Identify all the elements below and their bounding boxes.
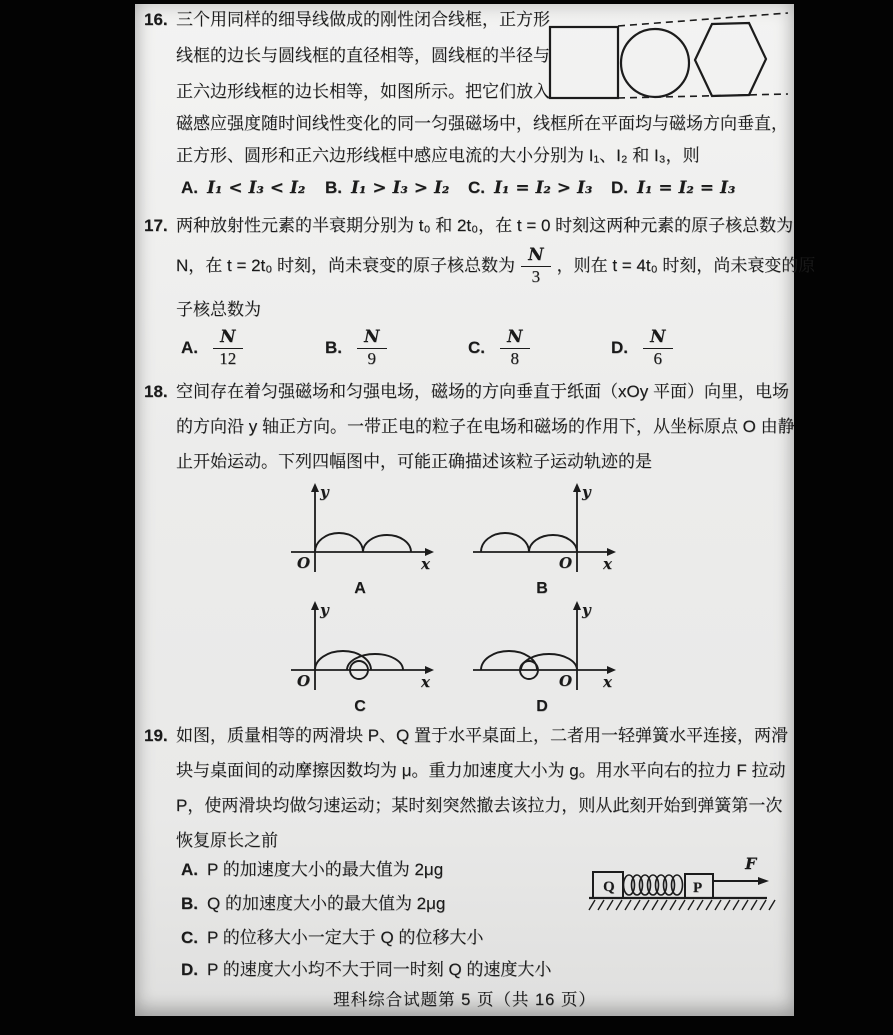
option-label: C. (181, 928, 198, 947)
trajectory-graph-b (467, 482, 627, 599)
option-label: D. (611, 178, 628, 197)
graph-b-plot (467, 482, 617, 578)
trajectory-graph-a (285, 482, 445, 599)
option-c (181, 928, 483, 948)
fraction (500, 328, 530, 368)
force-label: F (745, 854, 757, 873)
ground-hatching (589, 900, 775, 910)
option-a (181, 860, 443, 880)
trajectory-graph-d (467, 600, 627, 717)
option-c (468, 328, 536, 368)
question-17-line: 子核总数为 (176, 300, 261, 319)
question-19-line: 恢复原长之前 (176, 831, 278, 850)
option-label: D. (611, 338, 628, 358)
y-axis-label: y (582, 483, 591, 501)
force-arrow-head (758, 877, 769, 885)
block-p-label: P (693, 880, 703, 896)
question-16-line: 三个用同样的细导线做成的刚性闭合线框，正方形 (176, 10, 550, 29)
trajectory-graph-c (285, 600, 445, 717)
option-d (611, 178, 735, 198)
option-formula: I₁ = I₂ > I₃ (494, 178, 593, 198)
graph-d-plot (467, 600, 617, 696)
option-a (181, 328, 249, 368)
option-label: A. (181, 338, 198, 358)
spring-coil (624, 875, 683, 895)
trajectory-arc (481, 533, 577, 552)
dashed-guide-top (618, 13, 788, 26)
graph-caption: D (536, 698, 548, 715)
question-19-line: P，使两滑块均做匀速运动；某时刻突然撤去该拉力，则从此刻开始到弹簧第一次 (176, 796, 783, 815)
option-text: P 的速度大小均不大于同一时刻 Q 的速度大小 (207, 960, 552, 979)
question-17-number: 17. (144, 216, 168, 235)
option-label: B. (325, 178, 342, 197)
y-axis-label: y (320, 483, 329, 501)
wire-frames-figure (540, 8, 792, 110)
question-19-line: 块与桌面间的动摩擦因数均为 μ。重力加速度大小为 g。用水平向右的拉力 F 拉动 (176, 761, 786, 780)
x-axis-label: x (421, 555, 430, 573)
option-c (468, 178, 592, 198)
fraction-denominator: 9 (367, 348, 377, 368)
block-q-label: Q (603, 879, 615, 895)
fraction-denominator: 6 (653, 348, 663, 368)
option-b (325, 178, 449, 198)
fraction-n-over-3 (521, 246, 551, 286)
fraction (213, 328, 243, 368)
question-16-line: 正方形、圆形和正六边形线框中感应电流的大小分别为 I₁、I₂ 和 I₃，则 (176, 146, 700, 165)
option-label: C. (468, 338, 485, 358)
question-17-line-with-fraction (176, 240, 815, 292)
question-16-line: 线框的边长与圆线框的直径相等，圆线框的半径与 (176, 46, 550, 65)
page-footer: 理科综合试题第 5 页（共 16 页） (333, 991, 596, 1009)
paper-sheet (135, 4, 816, 1016)
graph-caption: A (354, 580, 366, 597)
origin-label: O (297, 672, 311, 690)
question-17-line: 两种放射性元素的半衰期分别为 t₀ 和 2t₀，在 t = 0 时刻这两种元素的原子核总数为 (176, 216, 794, 235)
fraction-numerator: N (521, 246, 551, 267)
option-text: Q 的加速度大小的最大值为 2μg (207, 894, 446, 913)
hexagon-frame-shape (695, 23, 766, 96)
x-axis-label: x (421, 673, 430, 691)
option-label: A. (181, 178, 198, 197)
option-label: D. (181, 960, 198, 979)
question-19-number: 19. (144, 726, 168, 745)
option-text: P 的位移大小一定大于 Q 的位移大小 (207, 928, 484, 947)
origin-label: O (297, 554, 311, 572)
square-frame-shape (550, 27, 618, 98)
fraction-numerator: N (500, 328, 530, 349)
option-label: C. (468, 178, 485, 197)
y-axis-label: y (320, 601, 329, 619)
option-label: B. (325, 338, 342, 358)
graph-caption: C (354, 698, 366, 715)
option-formula: I₁ < I₃ < I₂ (207, 178, 306, 198)
question-19-line: 如图，质量相等的两滑块 P、Q 置于水平桌面上，二者用一轻弹簧水平连接，两滑 (176, 726, 789, 745)
question-18-line: 止开始运动。下列四幅图中，可能正确描述该粒子运动轨迹的是 (176, 452, 652, 471)
y-axis-label: y (582, 601, 591, 619)
question-18-line: 的方向沿 y 轴正方向。一带正电的粒子在电场和磁场的作用下，从坐标原点 O 由静 (176, 417, 795, 436)
question-16-number: 16. (144, 10, 168, 29)
y-axis-arrow (311, 601, 319, 610)
option-formula: I₁ = I₂ = I₃ (637, 178, 736, 198)
origin-label: O (559, 554, 573, 572)
fraction-denominator: 8 (510, 348, 520, 368)
option-text: P 的加速度大小的最大值为 2μg (207, 860, 444, 879)
fraction-denominator: 12 (219, 348, 237, 368)
fraction (643, 328, 673, 368)
y-axis-arrow (573, 601, 581, 610)
trajectory-arc (315, 651, 371, 670)
graph-caption: B (536, 580, 548, 597)
line-text: N，在 t = 2t₀ 时刻，尚未衰变的原子核总数为 (176, 256, 516, 275)
line-text: ，则在 t = 4t₀ 时刻，尚未衰变的原 (556, 256, 816, 275)
question-18-number: 18. (144, 382, 168, 401)
option-formula: I₁ > I₃ > I₂ (351, 178, 450, 198)
option-b (325, 328, 393, 368)
question-16-line: 磁感应强度随时间线性变化的同一匀强磁场中，线框所在平面均与磁场方向垂直， (176, 114, 788, 133)
x-axis-label: x (603, 673, 612, 691)
question-16-line: 正六边形线框的边长相等，如图所示。把它们放入 (176, 82, 550, 101)
fraction (357, 328, 387, 368)
option-a (181, 178, 305, 198)
fraction-numerator: N (357, 328, 387, 349)
circle-frame-shape (621, 29, 689, 97)
y-axis-arrow (311, 483, 319, 492)
option-b (181, 894, 445, 914)
option-label: B. (181, 894, 198, 913)
fraction-numerator: N (213, 328, 243, 349)
origin-label: O (559, 672, 573, 690)
option-d (611, 328, 679, 368)
fraction-denominator: 3 (531, 266, 541, 286)
fraction-numerator: N (643, 328, 673, 349)
x-axis-label: x (603, 555, 612, 573)
graph-a-plot (285, 482, 435, 578)
y-axis-arrow (573, 483, 581, 492)
question-18-line: 空间存在着匀强磁场和匀强电场，磁场的方向垂直于纸面（xOy 平面）向里，电场 (176, 382, 789, 401)
option-d (181, 960, 551, 980)
option-label: A. (181, 860, 198, 879)
blocks-spring-diagram (587, 854, 782, 916)
trajectory-arc (315, 533, 411, 552)
graph-c-plot (285, 600, 435, 696)
